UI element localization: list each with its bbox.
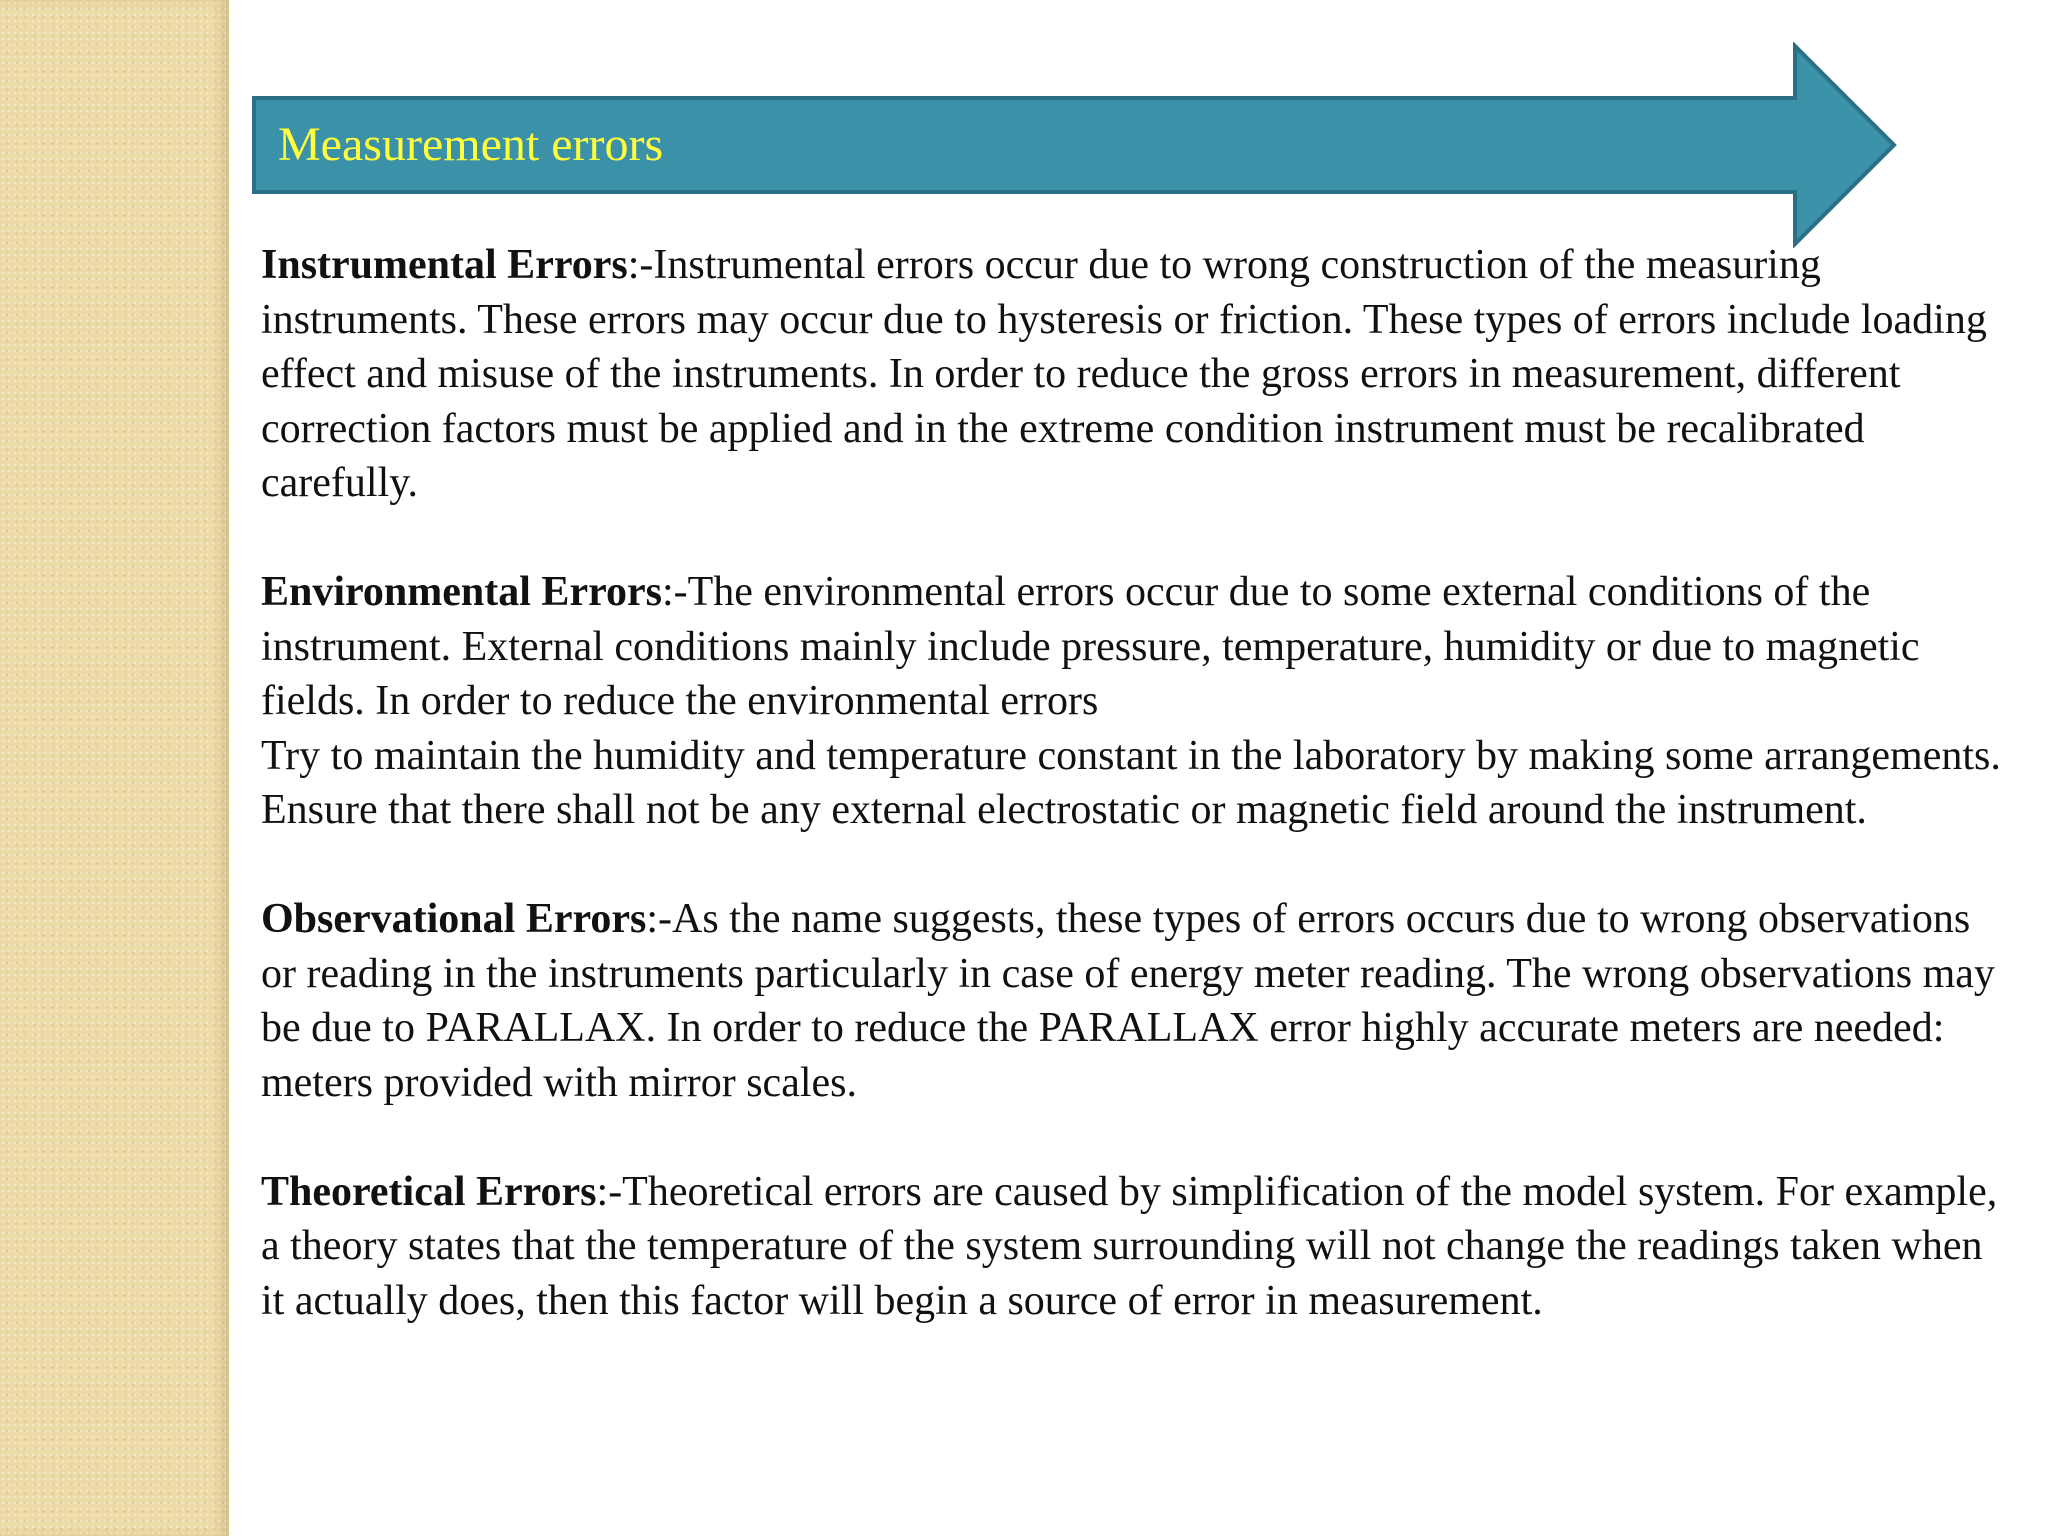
section-term: Theoretical Errors: [261, 1168, 597, 1215]
section-observational-errors: [261, 892, 2001, 1110]
section-text: :-The environmental errors occur due to some external conditions of the instrument. External conditions mainly include pressure, temperature, humidity or due to magnetic fields. In order to reduce the environmental errors: [261, 569, 1920, 724]
section-text: :-Theoretical errors are caused by simplification of the model system. For example, a theory states that the temperature of the system surrounding will not change the readings taken when it actually does, then this factor will begin a source of error in measurement.: [261, 1168, 1998, 1324]
section-theoretical-errors: [261, 1165, 2001, 1329]
slide-body: [261, 238, 2001, 1328]
section-term: Observational Errors: [261, 896, 647, 942]
section-line: Ensure that there shall not be any external electrostatic or magnetic field around the instrument.: [261, 787, 1867, 833]
section-instrumental-errors: [261, 238, 2001, 511]
section-line: Try to maintain the humidity and temperature constant in the laboratory by making some arrangements.: [261, 732, 2001, 779]
page-title: Measurement errors: [278, 118, 664, 171]
section-text: :-As the name suggests, these types of errors occurs due to wrong observations or reading in the instruments particularly in case of energy meter reading. The wrong observations may be due to PARALLAX. In order to reduce the PARALLAX error highly accurate meters are needed: meters provided with mirror scales.: [261, 896, 1995, 1106]
decorative-side-strip: [0, 0, 229, 1536]
section-term: Instrumental Errors: [261, 242, 628, 288]
section-text: :-Instrumental errors occur due to wrong construction of the measuring instruments. These errors may occur due to hysteresis or friction. These types of errors include loading effect and misuse of the instruments. In order to reduce the gross errors in measurement, different correction factors must be applied and in the extreme condition instrument must be recalibrated carefully.: [261, 242, 1987, 506]
section-term: Environmental Errors: [261, 569, 662, 615]
title-arrow-banner: [250, 42, 1900, 248]
section-environmental-errors: [261, 565, 2001, 838]
